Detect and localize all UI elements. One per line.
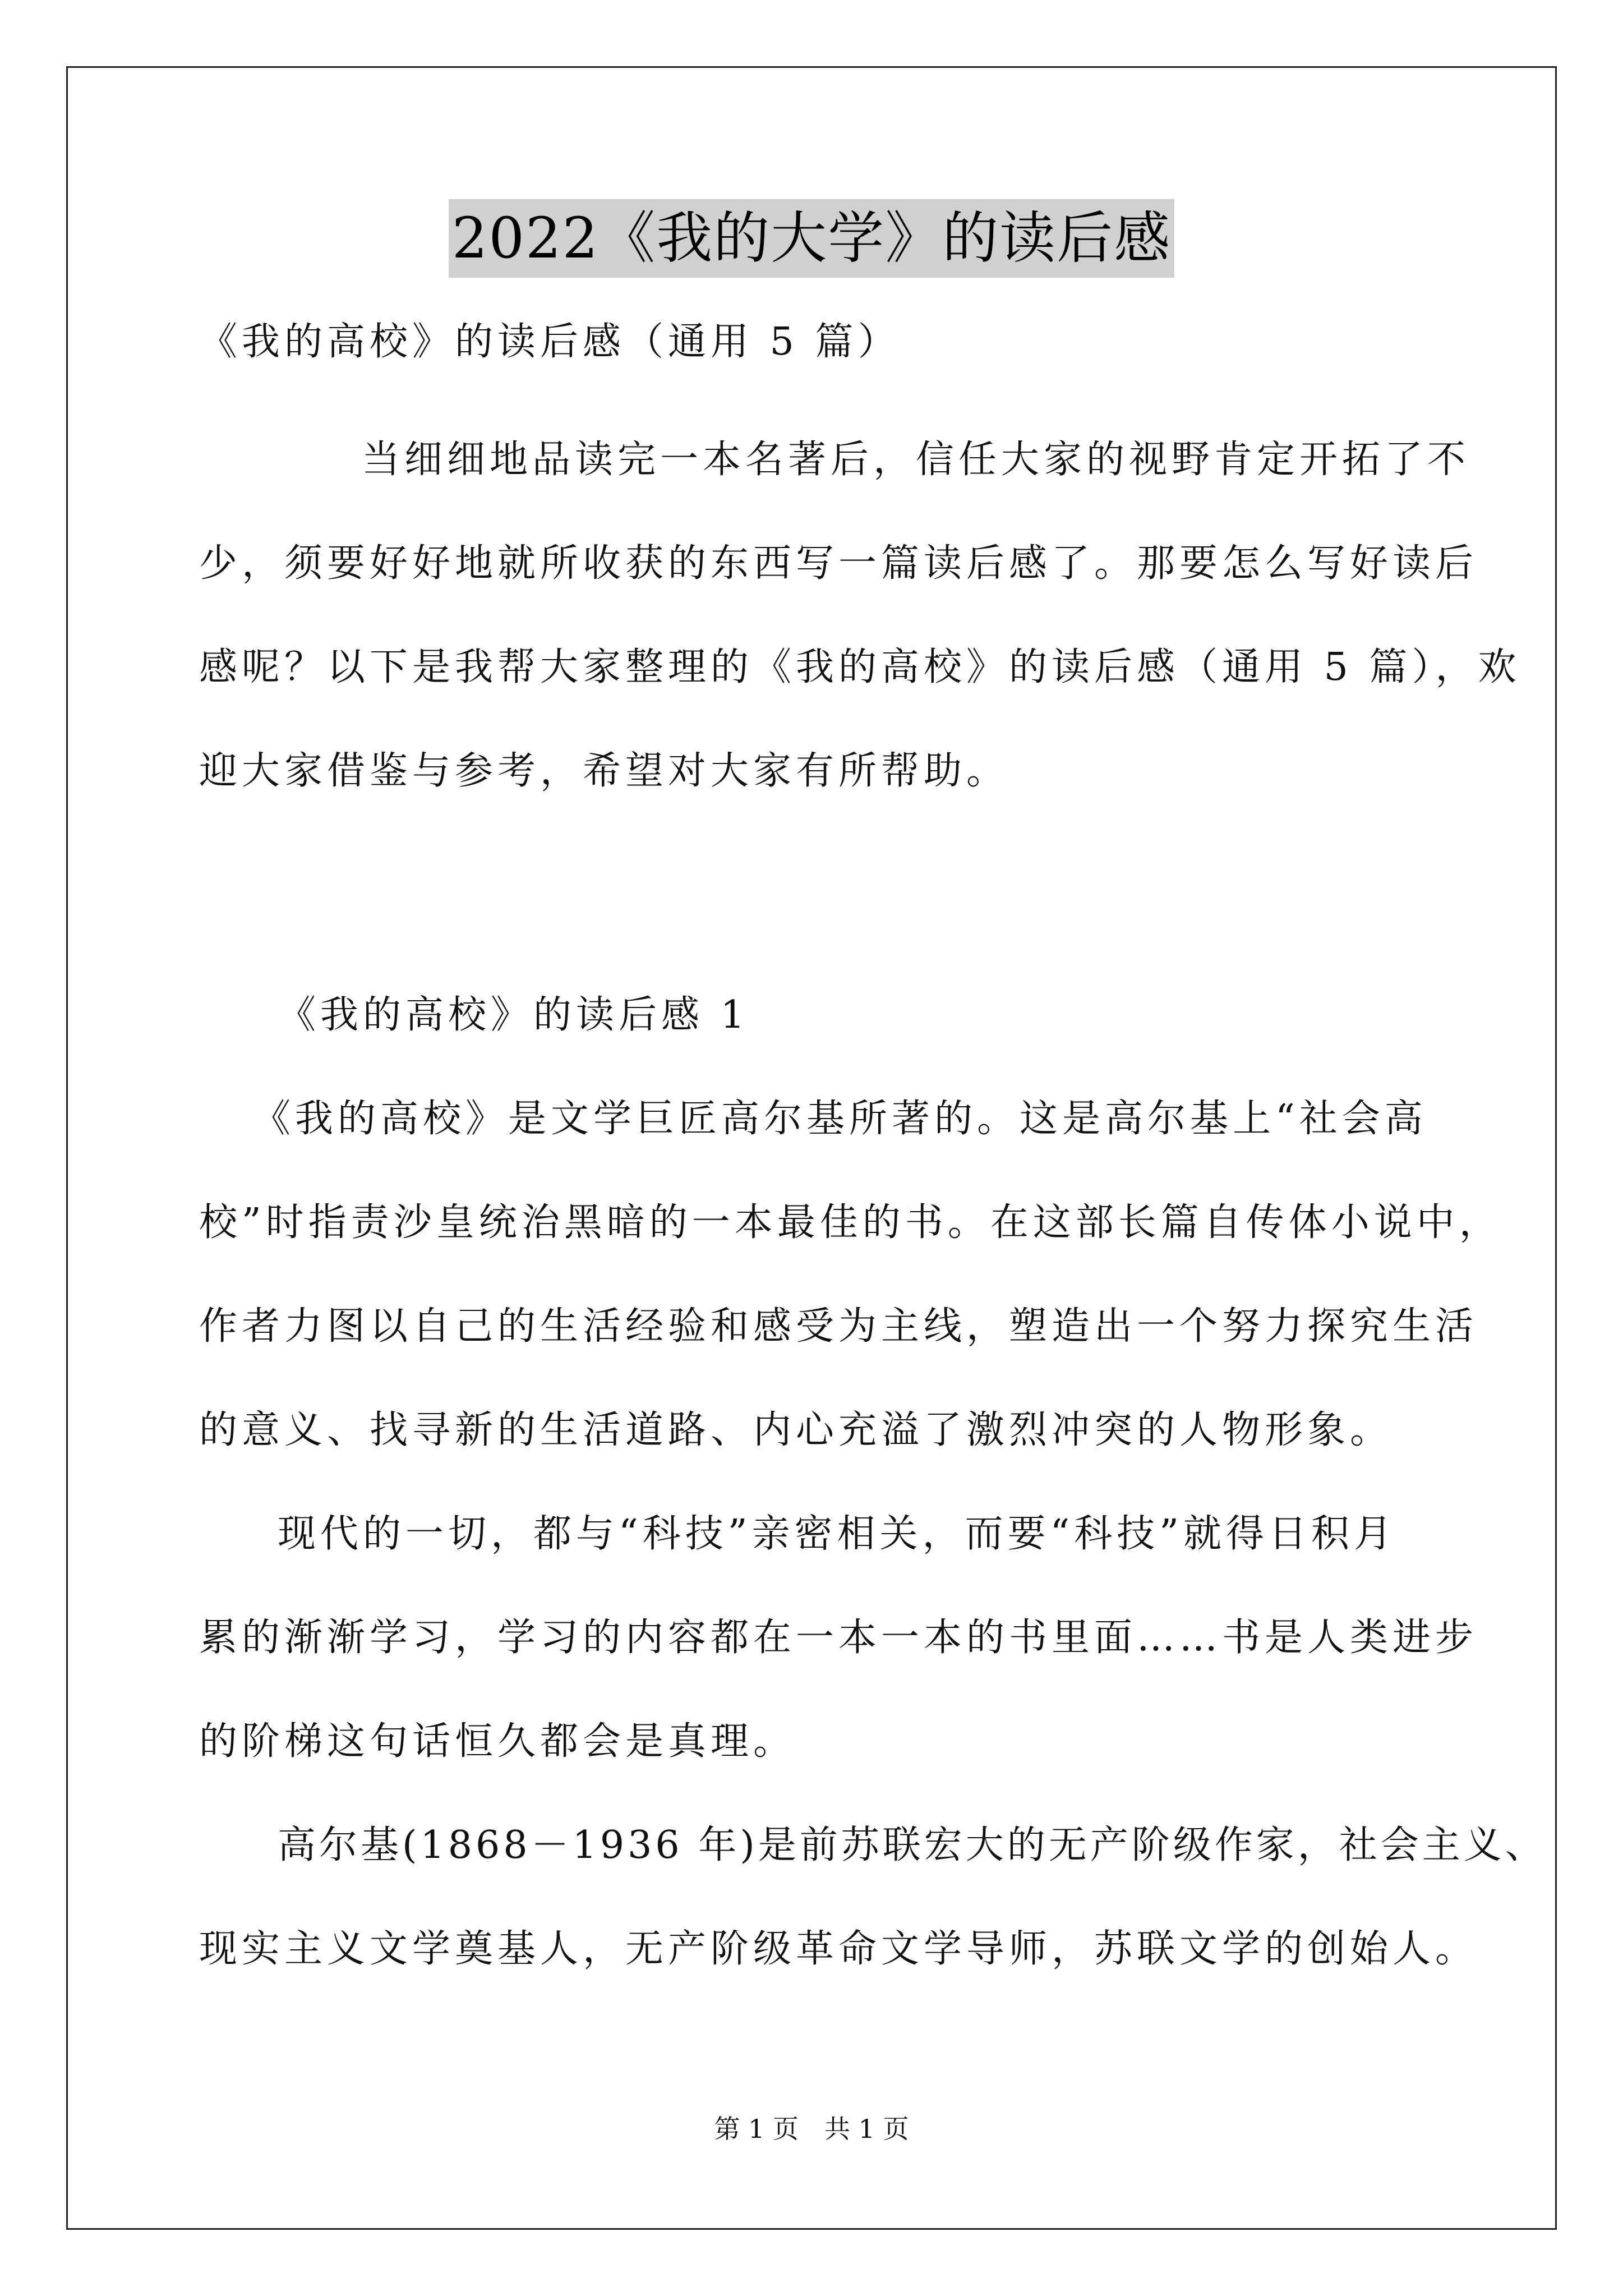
- paragraph-line: 的阶梯这句话恒久都会是真理。: [199, 1719, 796, 1764]
- paragraph-line: 作者力图以自己的生活经验和感受为主线，塑造出一个努力探究生活: [199, 1304, 1478, 1349]
- paragraph-line: 现代的一切，都与“科技”亲密相关，而要“科技”就得日积月: [278, 1512, 1397, 1556]
- paragraph-line: 现实主义文学奠基人，无产阶级革命文学导师，苏联文学的创始人。: [199, 1927, 1478, 1971]
- document-subtitle: 《我的高校》的读后感（通用 5 篇）: [199, 320, 901, 364]
- paragraph-line: 累的渐渐学习，学习的内容都在一本一本的书里面……书是人类进步: [199, 1616, 1478, 1660]
- paragraph-line: 少，须要好好地就所收获的东西写一篇读后感了。那要怎么写好读后: [199, 541, 1478, 586]
- paragraph-line: 《我的高校》是文学巨匠高尔基所著的。这是高尔基上“社会高: [252, 1097, 1427, 1141]
- paragraph-line: 的意义、找寻新的生活道路、内心充溢了激烈冲突的人物形象。: [199, 1408, 1393, 1452]
- page-border: [66, 66, 1557, 2230]
- paragraph-line: 高尔基(1868－1936 年)是前苏联宏大的无产阶级作家，社会主义、: [278, 1823, 1547, 1867]
- paragraph-line: 当细细地品读完一本名著后，信任大家的视野肯定开拓了不: [362, 438, 1470, 482]
- page-number: 第 1 页 共 1 页: [714, 2114, 909, 2144]
- paragraph-line: 迎大家借鉴与参考，希望对大家有所帮助。: [199, 749, 1009, 793]
- paragraph-line: 感呢？以下是我帮大家整理的《我的高校》的读后感（通用 5 篇），欢: [199, 645, 1521, 689]
- document-title: 2022《我的大学》的读后感: [449, 199, 1175, 278]
- title-container: [0, 199, 1623, 278]
- paragraph-line: 校”时指责沙皇统治黑暗的一本最佳的书。在这部长篇自传体小说中，: [199, 1200, 1502, 1245]
- section-heading: 《我的高校》的读后感 1: [278, 993, 749, 1037]
